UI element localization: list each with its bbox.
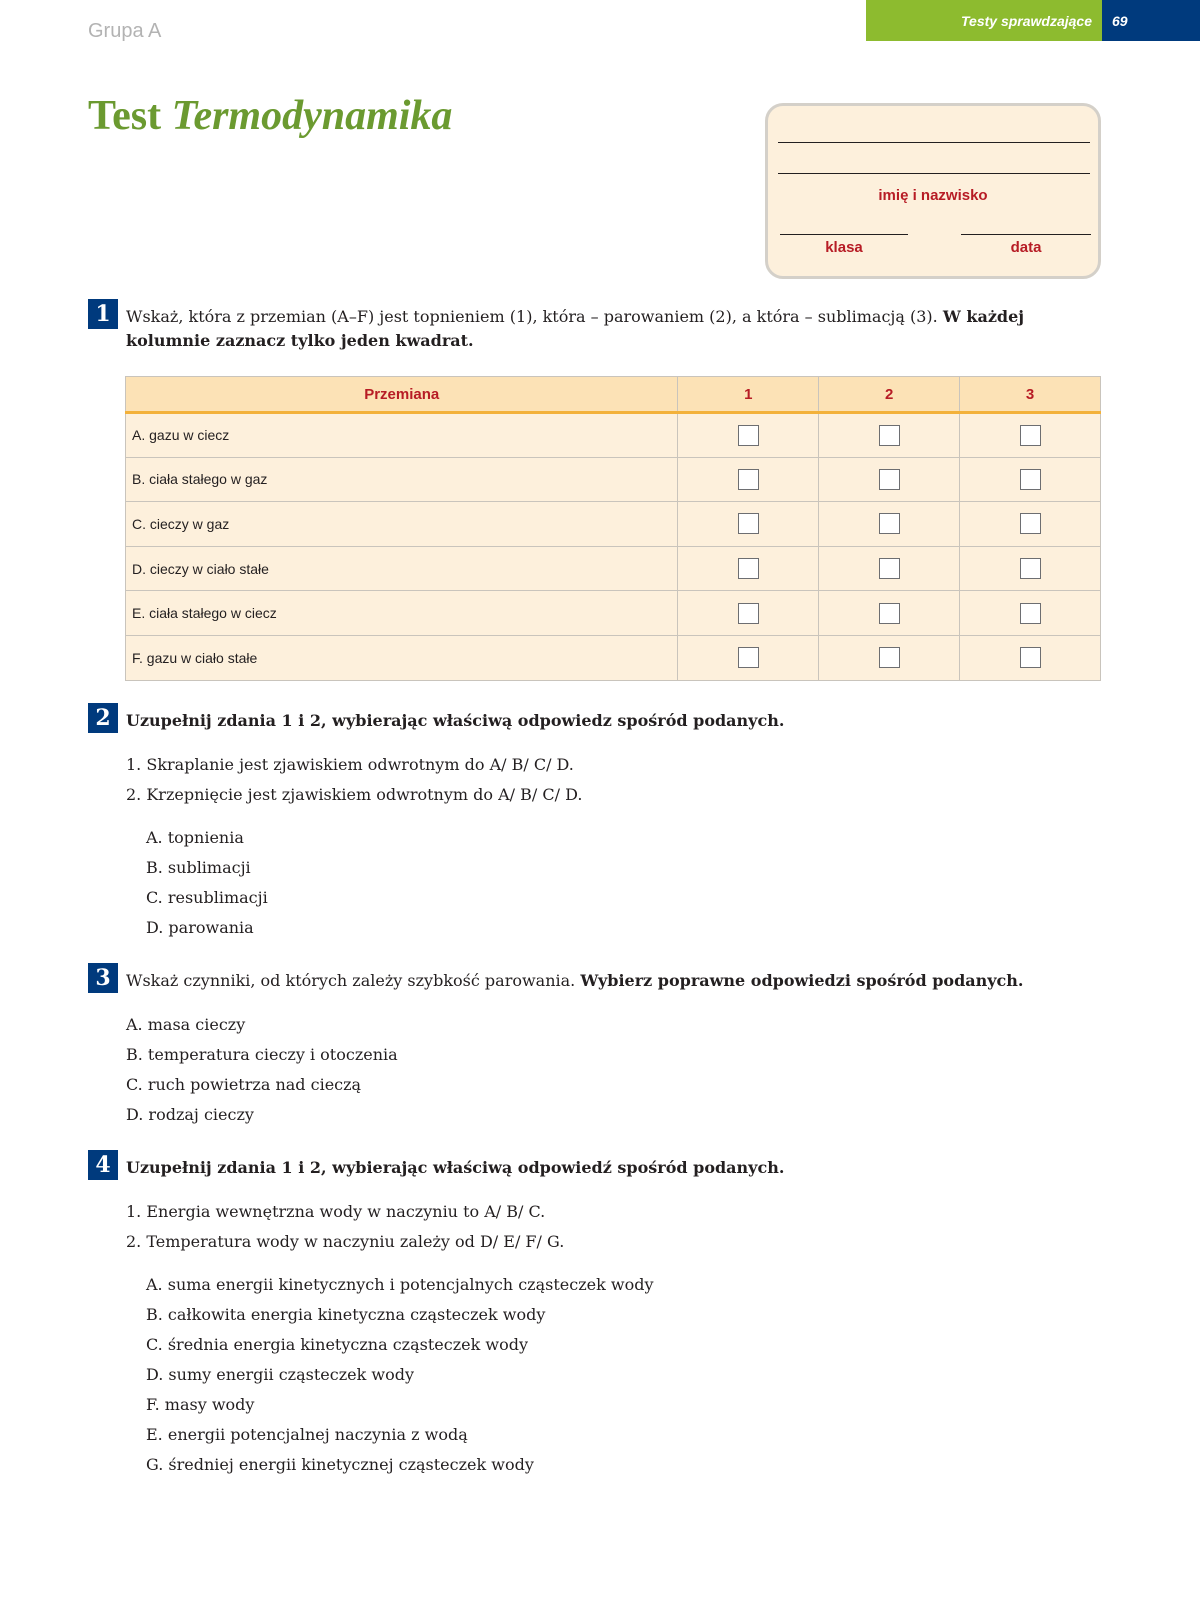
answer-option[interactable]: C. średnia energia kinetyczna cząsteczek wody [146,1335,528,1354]
task-1-text [126,305,1101,353]
task-1-number: 1 [88,299,118,329]
task-2-options [146,823,268,943]
table-row [126,635,1101,680]
table-row [126,502,1101,547]
checkbox[interactable] [738,647,759,668]
header-bar [866,0,1200,41]
table-cell [678,457,819,502]
name-label: imię i nazwisko [878,187,988,204]
task-1-question: Wskaż, która z przemian (A–F) jest topnieniem (1), która – parowaniem (2), a która – sublimacją (3). [126,307,943,326]
page-number: 69 [1102,0,1200,41]
transformation-name: F. gazu w ciało stałe [126,635,678,680]
checkbox[interactable] [879,558,900,579]
section-label: Testy sprawdzające [866,0,1102,41]
table-cell [819,591,960,636]
date-line[interactable] [961,234,1091,235]
title-subject: Termodynamika [171,93,453,139]
table-row [126,457,1101,502]
table-header-cell: Przemiana [126,377,678,413]
name-line-2[interactable] [778,173,1090,174]
answer-option[interactable]: D. sumy energii cząsteczek wody [146,1365,414,1384]
table-row [126,591,1101,636]
answer-option[interactable]: A. suma energii kinetycznych i potencjalnych cząsteczek wody [146,1275,654,1294]
answer-option[interactable]: B. sublimacji [146,858,251,877]
table-cell [960,635,1101,680]
table-cell [960,457,1101,502]
checkbox[interactable] [1020,647,1041,668]
task-4-options [146,1270,653,1480]
answer-option[interactable]: C. ruch powietrza nad cieczą [126,1075,362,1094]
table-cell [819,413,960,458]
task-2-number: 2 [88,703,118,733]
checkbox[interactable] [1020,513,1041,534]
task-3-options [126,1010,398,1130]
answer-option[interactable]: D. rodzaj cieczy [126,1105,254,1124]
answer-option[interactable]: E. energii potencjalnej naczynia z wodą [146,1425,468,1444]
table-cell [678,502,819,547]
class-line[interactable] [780,234,908,235]
answer-option[interactable]: A. topnienia [146,828,244,847]
task-3-text [126,969,1101,993]
transformation-name: C. cieczy w gaz [126,502,678,547]
answer-option[interactable]: B. całkowita energia kinetyczna cząsteczek wody [146,1305,546,1324]
transformation-name: D. cieczy w ciało stałe [126,546,678,591]
task-4-instruction: Uzupełnij zdania 1 i 2, wybierając właściwą odpowiedź spośród podanych. [126,1158,785,1177]
table-row [126,413,1101,458]
checkbox[interactable] [738,603,759,624]
checkbox[interactable] [879,513,900,534]
table-cell [960,546,1101,591]
title-prefix: Test [88,93,162,139]
task-3-instruction: Wybierz poprawne odpowiedzi spośród podanych. [580,971,1024,990]
sentence: 1. Skraplanie jest zjawiskiem odwrotnym do A/ B/ C/ D. [126,755,574,774]
answer-option[interactable]: F. masy wody [146,1395,255,1414]
task-1-instruction: W każdej kolumnie zaznacz tylko jeden kwadrat. [126,307,1025,350]
task-4-text [126,1156,1101,1180]
table-cell [819,546,960,591]
task-2-sentences [126,750,582,810]
table-cell [678,546,819,591]
checkbox[interactable] [879,647,900,668]
checkbox[interactable] [879,603,900,624]
table-cell [678,635,819,680]
checkbox[interactable] [1020,425,1041,446]
student-info-box [765,103,1101,279]
checkbox[interactable] [738,513,759,534]
transformations-table [125,376,1101,681]
task-2-instruction: Uzupełnij zdania 1 i 2, wybierając właściwą odpowiedz spośród podanych. [126,711,785,730]
task-3-question: Wskaż czynniki, od których zależy szybkość parowania. [126,971,581,990]
table-cell [819,635,960,680]
checkbox[interactable] [879,425,900,446]
table-header-row [126,377,1101,413]
table-cell [678,591,819,636]
name-line-1[interactable] [778,142,1090,143]
sentence: 2. Krzepnięcie jest zjawiskiem odwrotnym do A/ B/ C/ D. [126,785,583,804]
checkbox[interactable] [738,469,759,490]
checkbox[interactable] [1020,603,1041,624]
table-cell [960,502,1101,547]
answer-option[interactable]: G. średniej energii kinetycznej cząsteczek wody [146,1455,534,1474]
checkbox[interactable] [738,558,759,579]
table-cell [678,413,819,458]
table-header-cell: 3 [960,377,1101,413]
answer-option[interactable]: A. masa cieczy [126,1015,246,1034]
table-cell [960,413,1101,458]
sentence: 2. Temperatura wody w naczyniu zależy od D/ E/ F/ G. [126,1232,565,1251]
table-header-cell: 1 [678,377,819,413]
task-2-text [126,709,1101,733]
date-label: data [1010,239,1042,256]
page-title [88,92,452,140]
table-header-cell: 2 [819,377,960,413]
transformation-name: E. ciała stałego w ciecz [126,591,678,636]
answer-option[interactable]: B. temperatura cieczy i otoczenia [126,1045,398,1064]
transformation-name: B. ciała stałego w gaz [126,457,678,502]
class-label: klasa [825,239,863,256]
checkbox[interactable] [879,469,900,490]
table-cell [819,457,960,502]
checkbox[interactable] [1020,558,1041,579]
task-4-sentences [126,1197,564,1257]
checkbox[interactable] [1020,469,1041,490]
answer-option[interactable]: D. parowania [146,918,254,937]
task-3-number: 3 [88,963,118,993]
task-4-number: 4 [88,1150,118,1180]
checkbox[interactable] [738,425,759,446]
table-cell [819,502,960,547]
sentence: 1. Energia wewnętrzna wody w naczyniu to A/ B/ C. [126,1202,546,1221]
table-row [126,546,1101,591]
table-cell [960,591,1101,636]
group-label: Grupa A [88,20,162,42]
answer-option[interactable]: C. resublimacji [146,888,268,907]
transformation-name: A. gazu w ciecz [126,413,678,458]
